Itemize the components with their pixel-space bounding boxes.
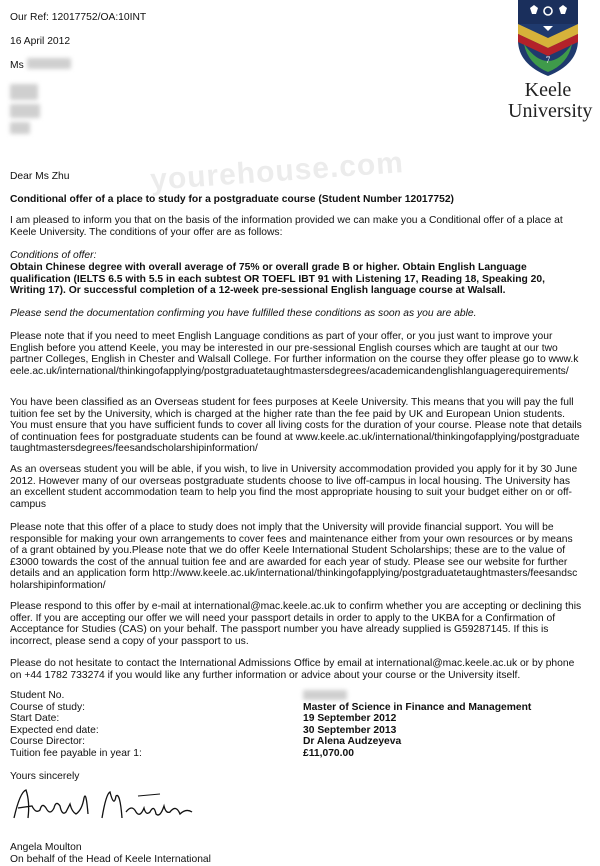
signatory-name: Angela Moulton xyxy=(10,842,82,853)
keele-shield-icon xyxy=(516,0,580,76)
letter-date: 16 April 2012 xyxy=(10,36,71,47)
respond-paragraph: Please respond to this offer by e-mail at international@mac.keele.ac.uk to confirm whether you are accepting or declining this offer. If you are accepting our offer we will need your passport details in order to apply to the UKBA for a Confirmation of Acceptance for Studies (CAS) on your behalf. The passport number you have already supplied is G59287145. If this is incorrect, please send a copy of your passport to us. xyxy=(10,601,582,647)
english-language-paragraph xyxy=(10,331,582,377)
detail-row-student-no xyxy=(10,690,582,702)
detail-value: 30 September 2013 xyxy=(303,724,397,736)
course-details xyxy=(10,690,582,760)
detail-row-tuition-fee xyxy=(10,748,582,760)
english-language-link[interactable]: www.keele.ac.uk/international/thinkingofapplying/postgraduatetaughtmastersdegrees/academicandenglishlanguagerequirements/ xyxy=(10,354,579,377)
financial-support-paragraph xyxy=(10,522,582,592)
contact-paragraph: Please do not hesitate to contact the International Admissions Office by email at international@mac.keele.ac.uk or by phone on +44 1782 733274 if you would like any further information or advice about your course or the University itself. xyxy=(10,658,575,681)
reference-number: Our Ref: 12017752/OA:10INT xyxy=(10,12,147,23)
intro-paragraph: I am pleased to inform you that on the basis of the information provided we can make you a Conditional offer of a place at Keele University. The conditions of your offer are as follows: xyxy=(10,215,563,238)
fees-paragraph xyxy=(10,397,582,455)
detail-label: Course Director: xyxy=(10,736,85,748)
redacted-address-line xyxy=(10,104,40,118)
logo-wordmark-line1: Keele xyxy=(524,79,572,101)
conditions-heading: Conditions of offer: xyxy=(10,250,97,261)
redacted-address-line xyxy=(10,84,38,100)
watermark: yourehouse.com xyxy=(149,146,405,197)
fees-link[interactable]: www.keele.ac.uk/international/thinkingofapplying/postgraduatetaughtmastersdegrees/feesandscholarshipinformation/ xyxy=(10,431,580,455)
closing: Yours sincerely xyxy=(10,771,80,782)
svg-text:7: 7 xyxy=(545,55,551,65)
detail-label: Start Date: xyxy=(10,713,60,725)
detail-label: Expected end date: xyxy=(10,724,99,736)
english-language-text: Please note that if you need to meet English Language conditions as part of your offer, or you just want to improve your English before you attend Keele, you may be interested in our pre-sessional English courses which are taught at our two partner Colleges, English in Chester and Walsall College. For further information on the course they offer please go to xyxy=(10,331,558,366)
accommodation-paragraph: As an overseas student you will be able, if you wish, to live in University accommodation provided you apply for it by 30 June 2012. However many of our overseas postgraduate students choose to live off-campus in local housing. The University has an excellent student accommodation team to help you find the most appropriate housing to suit your budget either on or off-campus xyxy=(10,464,578,510)
keele-logo xyxy=(508,0,593,122)
detail-label: Course of study: xyxy=(10,701,85,713)
detail-row-course xyxy=(10,702,582,714)
logo-wordmark-line2: University xyxy=(508,100,593,122)
handwritten-signature xyxy=(10,786,200,826)
detail-value: Master of Science in Finance and Management xyxy=(303,701,532,713)
detail-value: 19 September 2012 xyxy=(303,713,397,725)
detail-value: £11,070.00 xyxy=(303,747,354,759)
detail-value: Dr Alena Audzeyeva xyxy=(303,736,402,748)
detail-row-course-director xyxy=(10,736,582,748)
scholarship-link[interactable]: http://www.keele.ac.uk/international/thinkingofapplying/postgraduatetaughtmasters/feesandscholarshipinformation/ xyxy=(10,568,578,591)
detail-row-start-date xyxy=(10,713,582,725)
redacted-recipient-name xyxy=(27,58,71,69)
redacted-student-number xyxy=(303,690,347,700)
recipient-prefix: Ms xyxy=(10,60,24,71)
signatory-role: On behalf of the Head of Keele International xyxy=(10,854,211,865)
redacted-address-line xyxy=(10,122,30,134)
detail-label: Student No. xyxy=(10,690,65,701)
conditions-text: Obtain Chinese degree with overall average of 75% or overall grade B or higher. Obtain English Language qualification (IELTS 6.5 with 5.5 in each subtest OR TOEFL IBT 91 with Listening 17, Reading 18, Speaking 20, Writing 17). Or successful completion of a 12-week pre-sessional English language course at Walsall. xyxy=(10,262,545,297)
salutation: Dear Ms Zhu xyxy=(10,171,70,182)
detail-row-end-date xyxy=(10,725,582,737)
detail-label: Tuition fee payable in year 1: xyxy=(10,747,142,759)
offer-subject: Conditional offer of a place to study for a postgraduate course (Student Number 12017752) xyxy=(10,194,454,205)
send-documentation-note: Please send the documentation confirming you have fulfilled these conditions as soon as you are able. xyxy=(10,308,477,319)
fees-text: You have been classified as an Overseas student for fees purposes at Keele University. This means that you will pay the full tuition fee set by the University, which is charged at the higher rate than the fee paid by UK and European Union students. You must ensure that you have sufficient funds to cover all living costs for the duration of your course. Please note that details of continuation fees for postgraduate students can be found at xyxy=(10,397,582,443)
financial-support-text: Please note that this offer of a place to study does not imply that the University will provide financial support. You will be responsible for making your own arrangements to cover fees and maintenance either from your own resources or by means of a grant obtained by you.Please note that we do offer Keele International Student Scholarships; these are to the value of £3000 towards the cost of the annual tuition fee and are awarded for each year of study. Please see our website for further details and an application form xyxy=(10,522,573,580)
